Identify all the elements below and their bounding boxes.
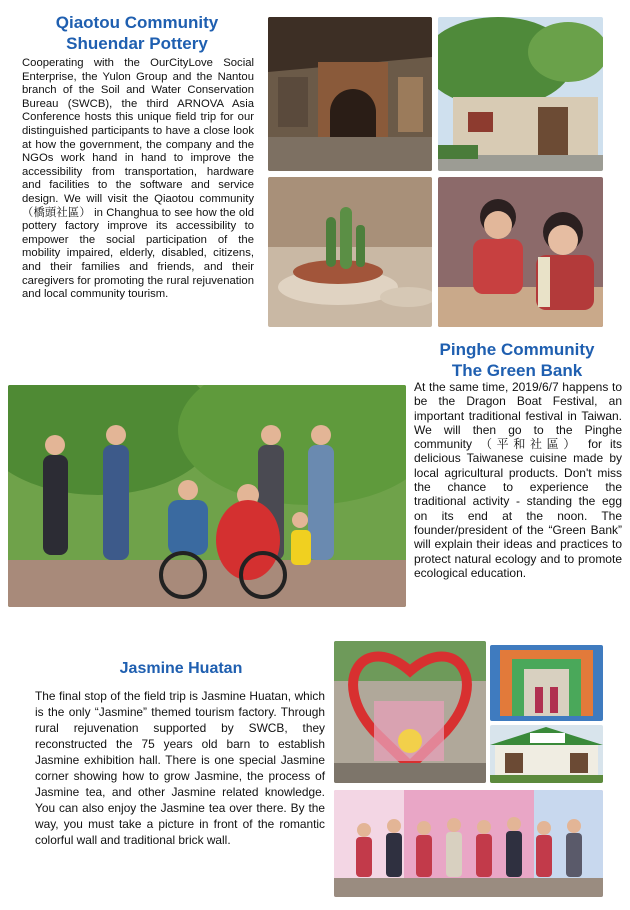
photo-pottery-factory <box>268 17 432 171</box>
qiaotou-title-line1: Qiaotou Community <box>55 13 219 32</box>
photo-cactus-pottery <box>268 177 432 327</box>
photo-group-pink-wall <box>334 790 603 897</box>
photo-jasmine-building <box>490 725 603 783</box>
photo-group-wheelchairs <box>8 385 406 607</box>
qiaotou-title-line2: Shuendar Pottery <box>66 34 208 53</box>
pinghe-title <box>412 339 622 381</box>
pinghe-title-line2: The Green Bank <box>451 361 583 380</box>
jasmine-title: Jasmine Huatan <box>119 660 243 677</box>
qiaotou-title <box>22 12 252 54</box>
photo-colorful-corridor <box>490 645 603 721</box>
photo-elderly-crafts <box>438 177 603 327</box>
pinghe-title-line1: Pinghe Community <box>439 340 595 359</box>
pinghe-body: At the same time, 2019/6/7 happens to be the Dragon Boat Festival, an important traditional festival in Taiwan. We will then go to the Pinghe community （平和社區） for its delicious Taiwanese cuisine made by local agricultural products. Don't miss the chance to experience the traditional activity - standing the egg on its end at the noon. The founder/president of the “Green Bank” will explain their ideas and practices to protect natural ecology and to promote ecological education. <box>414 380 622 580</box>
qiaotou-body: Cooperating with the OurCityLove Social Enterprise, the Yulon Group and the Nantou branch of the Soil and Water Conservation Bureau (SWCB), the third ARNOVA Asia Conference hosts this unique field trip for our distinguished participants to have a close look at how the government, the company and the NGOs work hand in hand to improve the accessibility from transportation, hardware and facilities to the software and service design. We will visit the Qiaotou community （橋頭社區） in Changhua to see how the old pottery factory improve its accessibility to empower the social participation of the mobility impaired, elderly, disabled, citizens, and their families and friends, and their caregivers for promoting the rural rejuvenation and local community tourism. <box>22 57 254 301</box>
photo-community-house <box>438 17 603 171</box>
photo-heart-arch <box>334 641 486 783</box>
jasmine-body: The final stop of the field trip is Jasmine Huatan, which is the only “Jasmine” themed tourism factory. Through rural rejuvenation supported by SWCB, they reconstructed the 75 years old barn to establish Jasmine exhibition hall. There is one special Jasmine corner showing how to grow Jasmine, the process of Jasmine tea, and other Jasmine related knowledge. You can also enjoy the Jasmine tea over there. By the way, you must take a picture in front of the romantic colorful wall and traditional brick wall. <box>35 689 325 847</box>
